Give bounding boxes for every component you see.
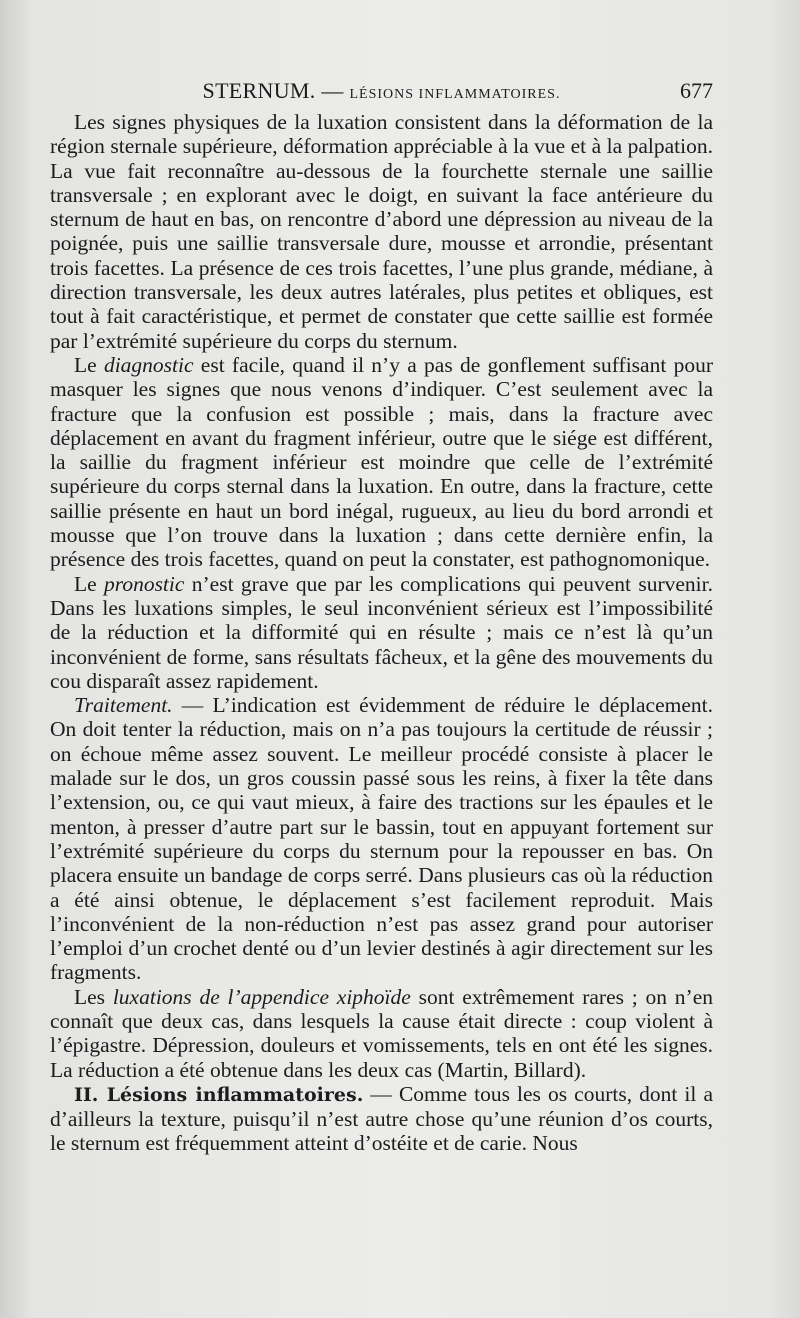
running-head [50,78,713,108]
paragraph-lead: Les [74,984,113,1009]
paragraph-text: n’est grave que par les complications qui peuvent survenir. Dans les luxations simples, le seul inconvénient sérieux est l’impossibilité de la réduction et la difformité qui en résulte ; mais ce n’est là qu’un inconvénient de forme, sans résultats fâcheux, et la gêne des mouvements du cou disparaît assez rapidement. [50,571,713,693]
paragraph-text: — L’indication est évidemment de réduire le déplacement. On doit tenter la réduction, mais on n’a pas toujours la certitude de réussir ; on échoue même assez souvent. Le meilleur procédé consiste à placer le malade sur le dos, un gros coussin passé sous les reins, à fixer la tête dans l’extension, ou, ce qui vaut mieux, à faire des tractions sur les épaules et le menton, à presser d’autre part sur le bassin, tout en appuyant fortement sur l’extrémité supérieure du corps du sternum pour la repousser en bas. On placera ensuite un bandage de corps serré. Dans plusieurs cas où la réduction a été ainsi obtenue, le déplacement s’est facilement reproduit. Mais l’inconvénient de la non-réduction n’est pas assez grand pour autoriser l’emploi d’un crochet denté ou d’un levier destinés à agir directement sur les fragments. [50,693,713,985]
term-traitement: Traitement. [74,693,173,718]
paragraph-text: — Comme tous les os courts, dont il a d’ailleurs la texture, puisqu’il n’est autre chose qu’une réunion d’os courts, le sternum est fréquemment atteint d’ostéite et de carie. Nous [50,1081,713,1156]
paragraph-text: est facile, quand il n’y a pas de gonflement suffisant pour masquer les signes que nous venons d’indiquer. C’est seulement avec la fracture que la confusion est possible ; mais, dans la fracture avec déplacement en avant du fragment inférieur, outre que le siége est différent, la saillie du fragment inférieur est moindre que celle de l’extrémité supérieure du corps sternal dans la luxation. En outre, dans la fracture, cette saillie présente en haut un bord inégal, rugueux, au lieu du bord arrondi et mousse que l’on trouve dans la luxation ; dans cette dernière enfin, la présence des trois facettes, quand on peut la constater, est pathognomonique. [50,352,713,572]
paragraph-physical-signs: Les signes physiques de la luxation consistent dans la déformation de la région sternale supérieure, déformation appréciable à la vue et à la palpation. La vue fait reconnaître au-dessous de la fourchette sternale une saillie transversale ; en explorant avec le doigt, en suivant la face antérieure du sternum de haut en bas, on rencontre d’abord une dépression au niveau de la poignée, puis une saillie transversale dure, mousse et arrondie, présentant trois facettes. La présence de ces trois facettes, l’une plus grande, médiane, à direction transversale, les deux autres latérales, plus petites et obliques, est tout à fait caractéristique, et permet de constater que cette saillie est formée par l’extrémité supérieure du corps du sternum. [50,110,713,353]
section-heading: II. Lésions inflammatoires. [74,1083,364,1106]
paragraph-diagnosis [50,353,713,572]
paragraph-inflammatory-lesions [50,1082,713,1156]
term-diagnostic: diagnostic [103,352,194,377]
page-number: 677 [680,78,713,103]
paragraph-lead: Le [74,571,104,596]
term-luxations-xiphoide: luxations de l’appendice xiphoïde [112,984,411,1009]
running-title-main: STERNUM. — [202,78,344,103]
paragraph-text: sont extrêmement rares ; on n’en connaît que deux cas, dans lesquels la cause était directe : coup violent à l’épigastre. Dépression, douleurs et vomissements, tels en ont été les signes. La réduction a été obtenue dans les deux cas (Martin, Billard). [50,984,714,1082]
running-title-sub: LÉSIONS INFLAMMATOIRES. [349,87,561,102]
paragraph-lead: Le [74,352,104,377]
paragraph-prognosis [50,572,713,693]
term-pronostic: pronostic [104,571,185,596]
running-title [50,78,713,104]
paragraph-treatment [50,693,713,985]
paragraph-xiphoid [50,985,713,1082]
body-text [50,110,713,1156]
